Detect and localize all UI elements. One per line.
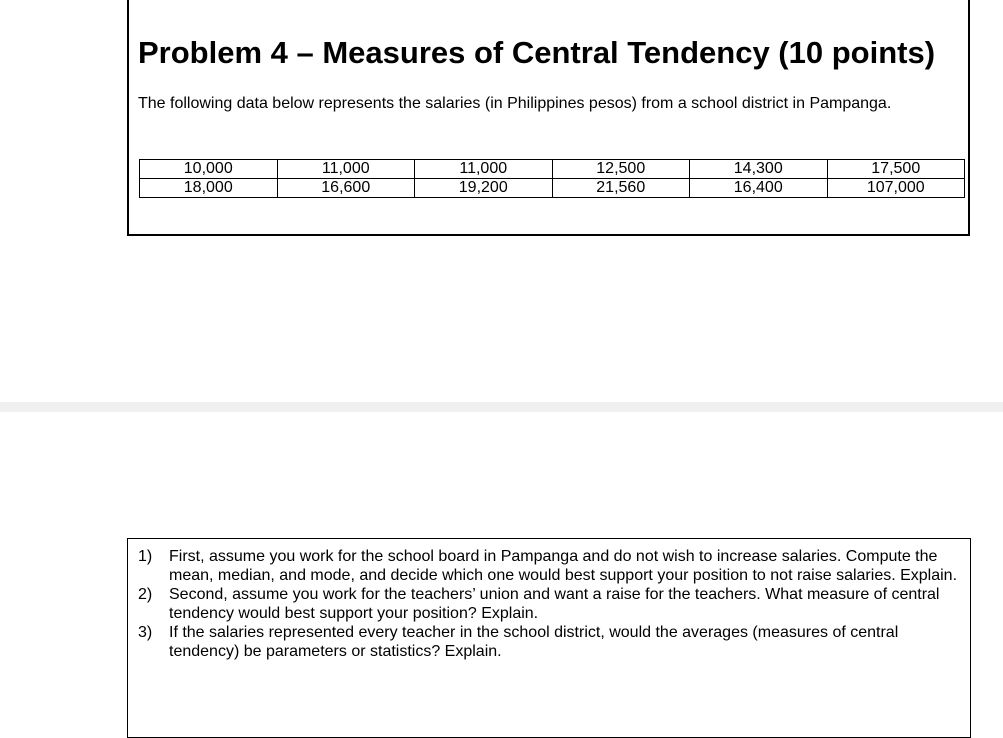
table-row xyxy=(140,160,965,179)
questions-box xyxy=(127,538,971,738)
question-text: If the salaries represented every teacher in the school district, would the averages (measures of central tendency) be parameters or statistics? Explain. xyxy=(169,624,899,660)
list-item xyxy=(138,623,958,661)
page-separator xyxy=(0,402,1003,412)
problem-box xyxy=(127,0,970,236)
document-page-2 xyxy=(0,412,1003,729)
list-item xyxy=(138,585,958,623)
problem-intro: The following data below represents the salaries (in Philippines pesos) from a school district in Pampanga. xyxy=(138,95,892,112)
question-text: First, assume you work for the school board in Pampanga and do not wish to increase salaries. Compute the mean, median, and mode, and decide which one would best support your position to not raise salaries. Explain. xyxy=(169,548,958,584)
question-number: 3) xyxy=(138,624,153,641)
question-list xyxy=(138,547,958,661)
list-item xyxy=(138,547,958,585)
question-number: 2) xyxy=(138,586,153,603)
table-cell: 19,200 xyxy=(415,179,553,198)
question-number: 1) xyxy=(138,548,153,565)
table-cell: 107,000 xyxy=(827,179,965,198)
table-cell: 18,000 xyxy=(140,179,278,198)
table-cell: 11,000 xyxy=(415,160,553,179)
table-cell: 12,500 xyxy=(552,160,690,179)
problem-title: Problem 4 – Measures of Central Tendency (10 points) xyxy=(138,35,936,70)
question-text: Second, assume you work for the teachers’ union and want a raise for the teachers. What measure of central tendency would best support your position? Explain. xyxy=(169,586,940,622)
table-cell: 14,300 xyxy=(690,160,828,179)
table-cell: 16,400 xyxy=(690,179,828,198)
table-cell: 17,500 xyxy=(827,160,965,179)
table-cell: 21,560 xyxy=(552,179,690,198)
table-cell: 16,600 xyxy=(277,179,415,198)
table-row xyxy=(140,179,965,198)
salary-table xyxy=(139,159,965,198)
table-cell: 10,000 xyxy=(140,160,278,179)
table-cell: 11,000 xyxy=(277,160,415,179)
